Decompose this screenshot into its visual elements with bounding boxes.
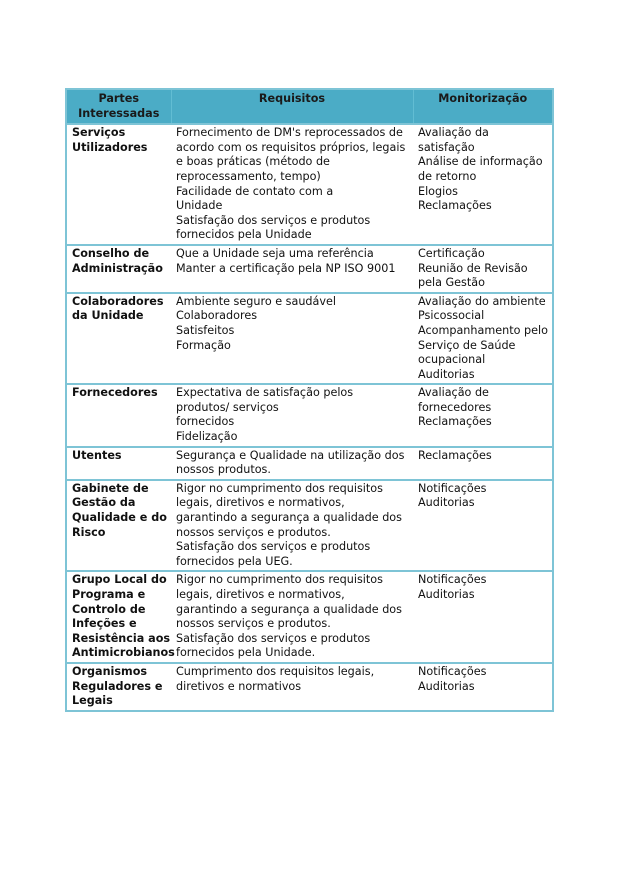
monitoring-line: Reclamações [418, 199, 492, 213]
party-line: Administração [72, 261, 163, 275]
requirements-line: garantindo a segurança a qualidade dos [176, 511, 402, 525]
requirements-line: Facilidade de contato com a [176, 184, 334, 198]
party-line: Controlo de [72, 602, 146, 616]
requirements-line: Satisfação dos serviços e produtos [176, 631, 371, 645]
party-line: Organismos [72, 664, 148, 678]
party-line: Legais [72, 694, 113, 708]
monitoring-line: Psicossocial [418, 309, 485, 323]
table-row [66, 245, 553, 293]
requirements-cell [171, 384, 413, 446]
party-cell [66, 663, 171, 711]
monitoring-line: Serviço de Saúde [418, 338, 516, 352]
party-line: Conselho de [72, 246, 150, 260]
party-line: da Unidade [72, 309, 144, 323]
requirements-line: fornecidos pela Unidade. [176, 646, 316, 660]
monitoring-cell [413, 124, 553, 245]
monitoring-cell [413, 293, 553, 385]
table-row [66, 384, 553, 446]
party-line: Serviços [72, 126, 126, 140]
requirements-cell [171, 571, 413, 663]
monitoring-cell [413, 571, 553, 663]
monitoring-cell [413, 245, 553, 293]
monitoring-line: satisfação [418, 140, 475, 154]
party-line: Programa e [72, 588, 146, 601]
requirements-line: Manter a certificação pela NP ISO 9001 [176, 261, 396, 275]
monitoring-line: Certificação [418, 246, 485, 260]
requirements-line: produtos/ serviços [176, 400, 279, 414]
table-row [66, 124, 553, 245]
requirements-line: fornecidos [176, 415, 235, 429]
requirements-line: nossos serviços e produtos. [176, 617, 331, 631]
monitoring-line: fornecedores [418, 400, 492, 414]
requirements-line: Unidade [176, 199, 223, 213]
stakeholders-table [65, 88, 554, 712]
requirements-cell [171, 663, 413, 711]
party-line: Grupo Local do [72, 573, 167, 587]
party-cell [66, 245, 171, 293]
table-row [66, 480, 553, 572]
requirements-cell [171, 480, 413, 572]
party-line: Fornecedores [72, 386, 158, 400]
party-line: Gabinete de [72, 481, 149, 495]
monitoring-line: Auditorias [418, 679, 475, 693]
requirements-line: Colaboradores [176, 309, 258, 323]
party-cell [66, 447, 171, 480]
monitoring-line: pela Gestão [418, 276, 485, 290]
requirements-line: Rigor no cumprimento dos requisitos [176, 573, 383, 587]
monitoring-cell [413, 384, 553, 446]
party-line: Risco [72, 525, 106, 539]
requirements-line: garantindo a segurança a qualidade dos [176, 602, 402, 616]
requirements-line: Satisfação dos serviços e produtos [176, 213, 371, 227]
table-row [66, 293, 553, 385]
party-line: Utilizadores [72, 140, 148, 154]
monitoring-cell [413, 480, 553, 572]
monitoring-line: Análise de informação [418, 155, 543, 169]
requirements-cell [171, 293, 413, 385]
requirements-line: nossos serviços e produtos. [176, 525, 331, 539]
monitoring-line: Avaliação da [418, 126, 489, 140]
monitoring-cell [413, 663, 553, 711]
party-line: Reguladores e [72, 679, 163, 693]
requirements-line: e boas práticas (método de [176, 155, 330, 169]
requirements-line: acordo com os requisitos próprios, legais [176, 140, 406, 154]
requirements-line: Cumprimento dos requisitos legais, [176, 664, 375, 678]
monitoring-line: Reunião de Revisão [418, 261, 528, 275]
requirements-line: Fornecimento de DM's reprocessados de [176, 126, 403, 140]
requirements-cell [171, 447, 413, 480]
header-monitorizacao: Monitorização [413, 89, 553, 124]
monitoring-line: Reclamações [418, 448, 492, 462]
table-row [66, 571, 553, 663]
party-line: Utentes [72, 448, 122, 462]
party-cell [66, 571, 175, 663]
requirements-line: diretivos e normativos [176, 679, 302, 693]
requirements-line: Satisfeitos [176, 323, 235, 337]
monitoring-line: Notificações [418, 664, 487, 678]
header-requisitos: Requisitos [171, 89, 413, 124]
party-cell [66, 480, 171, 572]
table-row [66, 447, 553, 480]
requirements-line: Que a Unidade seja uma referência [176, 246, 374, 260]
requirements-line: Segurança e Qualidade na utilização dos [176, 448, 405, 462]
monitoring-line: Auditorias [418, 588, 475, 601]
monitoring-line: de retorno [418, 169, 477, 183]
requirements-line: Fidelização [176, 430, 238, 444]
requirements-line: Expectativa de satisfação pelos [176, 386, 354, 400]
monitoring-line: Reclamações [418, 415, 492, 429]
requirements-line: legais, diretivos e normativos, [176, 496, 345, 510]
party-cell [66, 124, 171, 245]
table-header-row [66, 89, 553, 124]
party-cell [66, 293, 171, 385]
monitoring-line: Avaliação de [418, 386, 489, 400]
monitoring-cell [413, 447, 553, 480]
requirements-line: legais, diretivos e normativos, [176, 588, 345, 601]
party-line: Gestão da [72, 496, 136, 510]
monitoring-line: Avaliação do ambiente [418, 294, 546, 308]
requirements-line: fornecidos pela UEG. [176, 554, 293, 568]
table-row [66, 663, 553, 711]
monitoring-line: Notificações [418, 481, 487, 495]
requirements-line: fornecidos pela Unidade [176, 228, 312, 242]
requirements-line: Formação [176, 338, 231, 352]
requirements-cell [171, 245, 413, 293]
requirements-cell [171, 124, 413, 245]
requirements-line: Ambiente seguro e saudável [176, 294, 337, 308]
party-line: Antimicrobianos [72, 646, 175, 660]
monitoring-line: Notificações [418, 573, 487, 587]
monitoring-line: Acompanhamento pelo [418, 323, 548, 337]
monitoring-line: Auditorias [418, 367, 475, 381]
monitoring-line: ocupacional [418, 353, 486, 367]
party-line: Qualidade e do [72, 511, 167, 525]
party-line: Colaboradores [72, 294, 164, 308]
monitoring-line: Elogios [418, 184, 458, 198]
party-line: Resistência aos [72, 631, 171, 645]
party-line: Infeções e [72, 617, 137, 631]
party-cell [66, 384, 171, 446]
header-partes-interessadas: Partes Interessadas [66, 89, 171, 124]
requirements-line: Rigor no cumprimento dos requisitos [176, 481, 383, 495]
monitoring-line: Auditorias [418, 496, 475, 510]
requirements-line: reprocessamento, tempo) [176, 169, 321, 183]
requirements-line: nossos produtos. [176, 463, 271, 477]
requirements-line: Satisfação dos serviços e produtos [176, 540, 371, 554]
